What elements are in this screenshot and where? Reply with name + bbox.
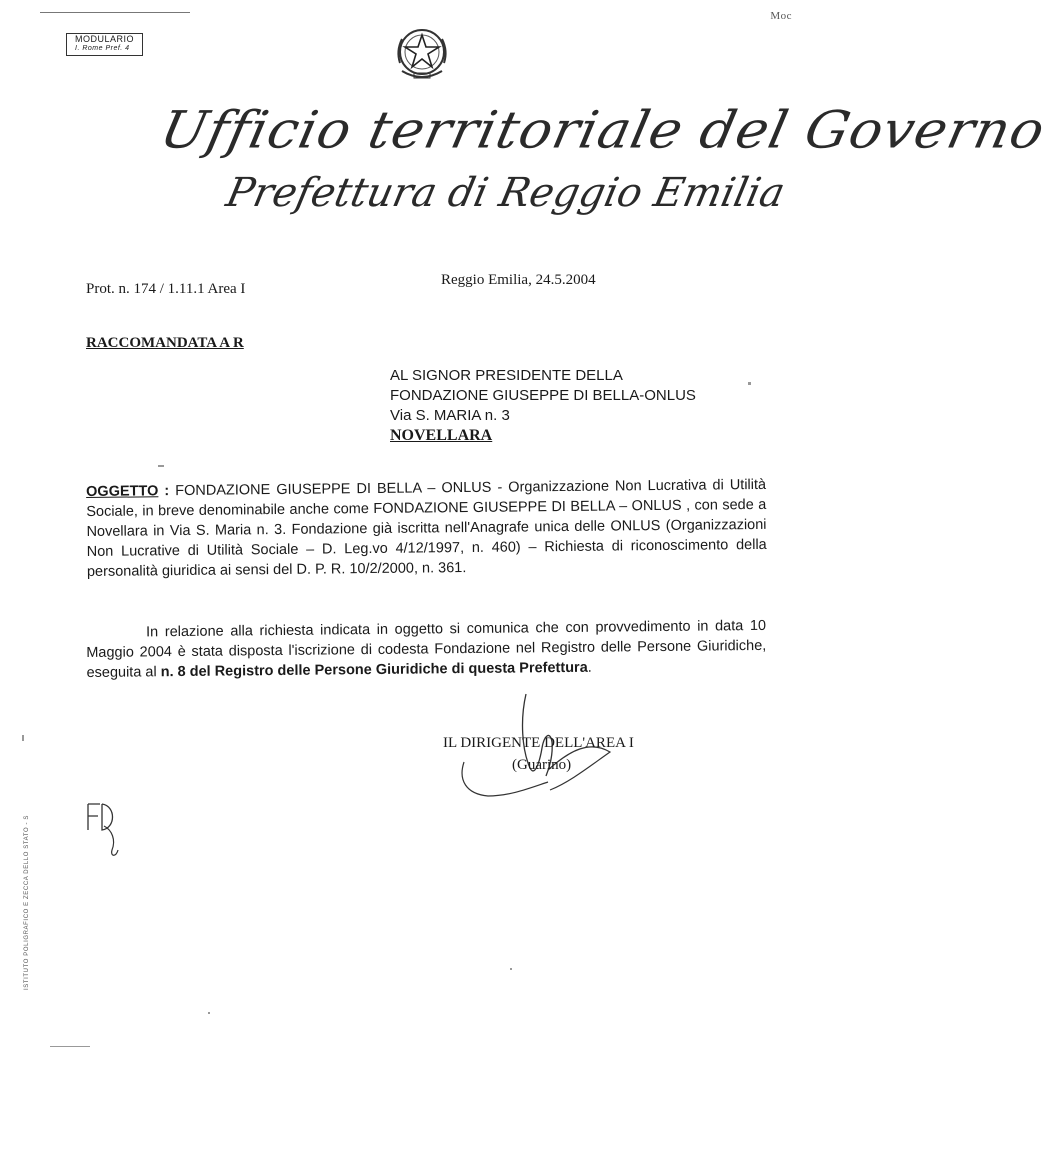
modulario-stamp [66, 33, 143, 56]
top-scan-line [40, 12, 190, 13]
office-title: Ufficio territoriale del Governo [155, 100, 1051, 160]
subject-paragraph: OGGETTO : FONDAZIONE GIUSEPPE DI BELLA – ONLUS - Organizzazione Non Lucrativa di Utilità Sociale, in breve denominabile anche come FONDAZIONE GIUSEPPE DI BELLA – ONLUS , con sede a Novellara in Via S. Maria n. 3. Fondazione già iscritta nell'Anagrafe unica delle ONLUS (Organizzazioni Non Lucrative di Utilità Sociale – D. Leg.vo 4/12/1997, n. 460) – Richiesta di riconoscimento della personalità giuridica ai sensi del D. P. R. 10/2/2000, n. 361. [86, 476, 767, 580]
body-paragraph [86, 616, 767, 683]
republic-emblem-icon [392, 23, 452, 85]
subject-text: FONDAZIONE GIUSEPPE DI BELLA – ONLUS - Organizzazione Non Lucrativa di Utilità Sociale, in breve denominabile anche come FONDAZIONE GIUSEPPE DI BELLA – ONLUS , con sede a Novellara in Via S. Maria n. 3. Fondazione già iscritta nell'Anagrafe unica delle ONLUS (Organizzazioni Non Lucrative di Utilità Sociale – D. Leg.vo 4/12/1997, n. 460) – Richiesta di riconoscimento della personalità giuridica ai sensi del D. P. R. 10/2/2000, n. 361. [86, 476, 767, 580]
subject-label: OGGETTO [86, 483, 159, 500]
scan-speck [208, 1012, 210, 1014]
body-text-part3: . [587, 659, 592, 676]
mail-type: RACCOMANDATA A R [86, 335, 244, 351]
signatory-title: IL DIRIGENTE DELL'AREA I [443, 735, 634, 751]
corner-mark: Moc [770, 10, 792, 22]
recipient-city: NOVELLARA [390, 427, 493, 444]
protocol-number: Prot. n. 174 / 1.11.1 Area I [86, 281, 246, 297]
letter-date: Reggio Emilia, 24.5.2004 [441, 272, 596, 288]
scan-line [50, 1046, 90, 1047]
scan-speck [22, 735, 24, 741]
recipient-line2: FONDAZIONE GIUSEPPE DI BELLA-ONLUS [390, 387, 696, 404]
signatory-name: (Guarino) [512, 757, 572, 773]
scan-speck [510, 968, 512, 970]
scan-speck [158, 465, 164, 467]
prefecture-title: Prefettura di Reggio Emilia [222, 170, 789, 216]
scan-speck [748, 382, 751, 385]
body-text-registry: n. 8 del Registro delle Persone Giuridiche di questa Prefettura [160, 659, 588, 681]
body-text-part1: In relazione alla richiesta indicata in oggetto si comunica che con provvedimento in data 10 Maggio 2004 è stata disposta l'iscrizione di codesta Fondazione nel Registro delle Persone Giuridiche, eseguita al [86, 617, 767, 681]
recipient-line3: Via S. MARIA n. 3 [390, 407, 510, 424]
handwritten-initials [82, 800, 127, 860]
recipient-address [390, 366, 696, 446]
modulario-line1: MODULARIO [75, 34, 135, 44]
recipient-line1: AL SIGNOR PRESIDENTE DELLA [390, 367, 623, 384]
modulario-line2: I. Rome Pref. 4 [75, 45, 130, 52]
margin-print: ISTITUTO POLIGRAFICO E ZECCA DELLO STATO - S [24, 815, 30, 990]
